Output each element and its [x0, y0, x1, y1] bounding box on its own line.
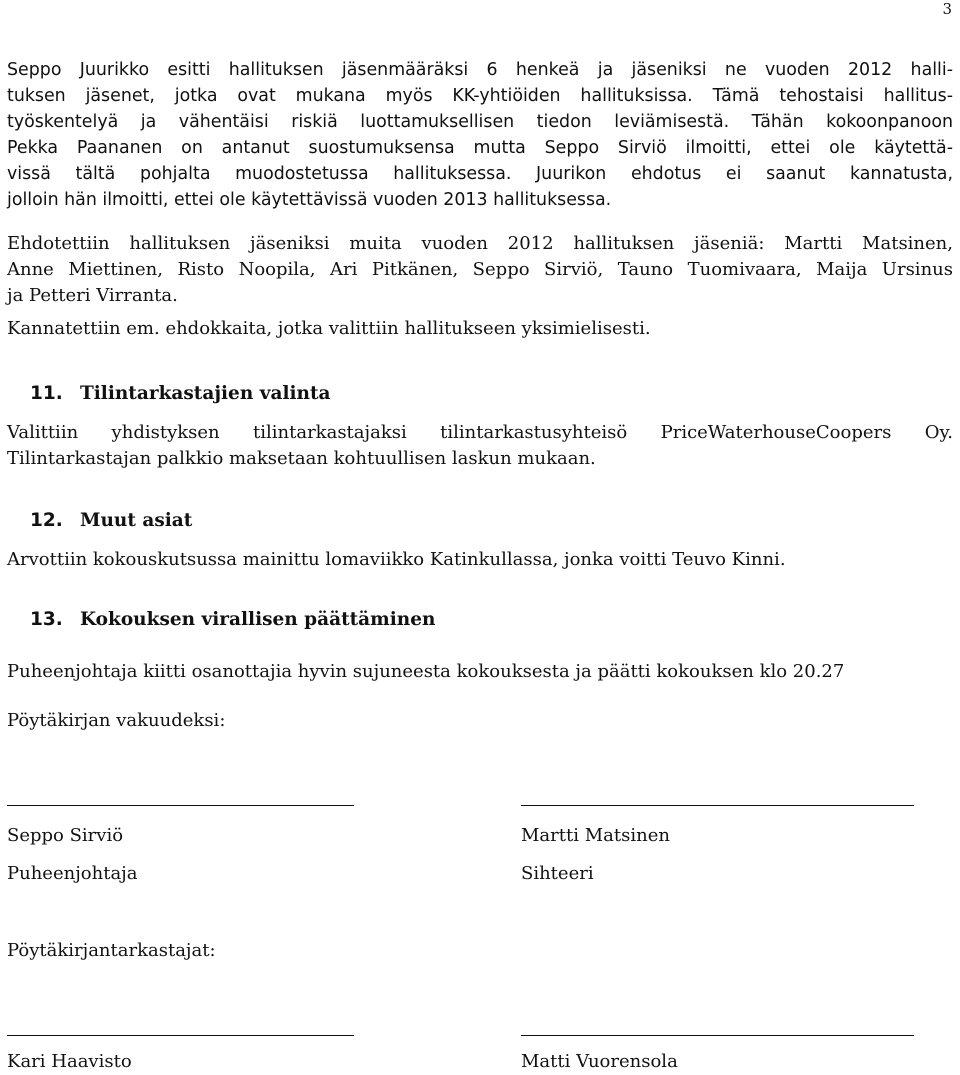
signature-line-reviewer-1: [7, 1035, 354, 1036]
text-line: Ehdotettiin hallituksen jäseniksi muita vuoden 2012 hallituksen jäseniä: Martti Matsinen,: [7, 233, 953, 254]
section-12-body: Arvottiin kokouskutsussa mainittu lomaviikko Katinkullassa, jonka voitti Teuvo Kinni.: [7, 549, 786, 570]
minutes-certification-label: Pöytäkirjan vakuudeksi:: [7, 710, 226, 731]
signatory-role-chair: Puheenjohtaja: [7, 863, 138, 884]
section-heading-13: [30, 607, 435, 633]
text-line: Tilintarkastajan palkkio maksetaan kohtuullisen laskun mukaan.: [7, 448, 596, 469]
text-line: tuksen jäsenet, jotka ovat mukana myös KK-yhtiöiden hallituksissa. Tämä tehostaisi hallitus-: [7, 86, 953, 106]
text-line: Seppo Juurikko esitti hallituksen jäsenmääräksi 6 henkeä ja jäseniksi ne vuoden 2012 halli-: [7, 60, 953, 80]
text-line: Pekka Paananen on antanut suostumuksensa mutta Seppo Sirviö ilmoitti, ettei ole käytettä-: [7, 138, 953, 158]
signatory-name-chair: Seppo Sirviö: [7, 825, 124, 846]
minutes-reviewers-label: Pöytäkirjantarkastajat:: [7, 940, 216, 961]
signature-line-reviewer-2: [521, 1035, 914, 1036]
text-line: ja Petteri Virranta.: [7, 285, 178, 306]
text-line: Valittiin yhdistyksen tilintarkastajaksi tilintarkastusyhteisö PriceWaterhouseCoopers Oy.: [7, 422, 953, 443]
signature-line-chair: [7, 805, 354, 806]
signature-line-secretary: [521, 805, 914, 806]
section-13-body: Puheenjohtaja kiitti osanottajia hyvin sujuneesta kokouksesta ja päätti kokouksen klo 20.27: [7, 661, 845, 682]
section-number: 12.: [30, 510, 63, 531]
signatory-name-reviewer-2: Matti Vuorensola: [521, 1051, 678, 1072]
section-title: Kokouksen virallisen päättäminen: [80, 609, 436, 630]
section-title: Tilintarkastajien valinta: [80, 383, 331, 404]
text-line: vissä tältä pohjalta muodostetussa hallituksessa. Juurikon ehdotus ei saanut kannatusta,: [7, 164, 953, 184]
section-number: 11.: [30, 383, 63, 404]
paragraph-board-nominees: [7, 231, 953, 309]
paragraph-board-size-proposal: [7, 57, 953, 213]
page-number: 3: [942, 0, 952, 18]
section-title: Muut asiat: [80, 510, 193, 531]
section-heading-12: [30, 508, 192, 534]
signatory-name-secretary: Martti Matsinen: [521, 825, 670, 846]
section-number: 13.: [30, 609, 63, 630]
section-heading-11: [30, 381, 331, 407]
text-line: työskentelyä ja vähentäisi riskiä luottamuksellisen tiedon leviämisestä. Tähän kokoonpanoon: [7, 112, 953, 132]
signatory-role-secretary: Sihteeri: [521, 863, 594, 884]
section-11-body: [7, 420, 953, 472]
text-line: Anne Miettinen, Risto Noopila, Ari Pitkänen, Seppo Sirviö, Tauno Tuomivaara, Maija Ursinus: [7, 259, 953, 280]
signatory-name-reviewer-1: Kari Haavisto: [7, 1051, 132, 1072]
text-line: jolloin hän ilmoitti, ettei ole käytettävissä vuoden 2013 hallituksessa.: [7, 190, 612, 210]
paragraph-board-elected: Kannatettiin em. ehdokkaita, jotka valittiin hallitukseen yksimielisesti.: [7, 318, 651, 339]
